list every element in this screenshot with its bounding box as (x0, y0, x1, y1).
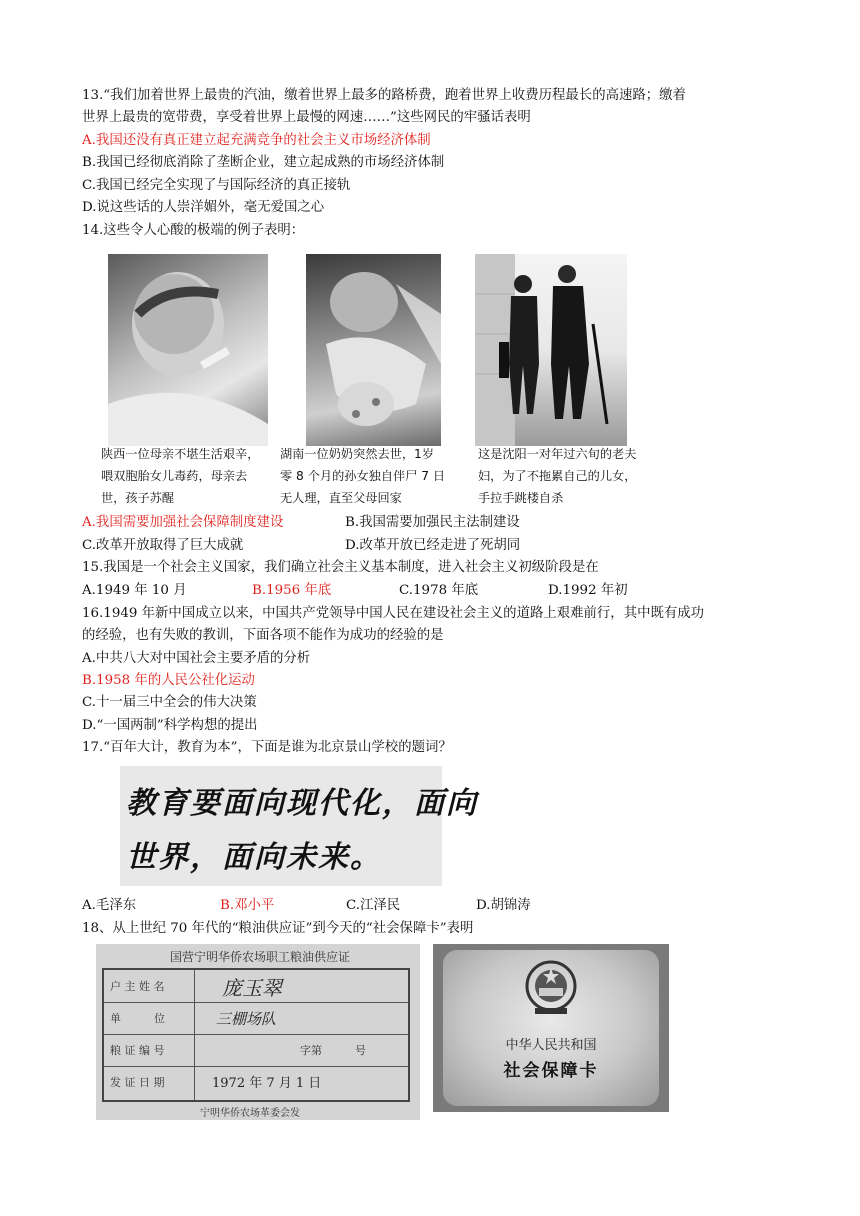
q15-option-b: B.1956 年底 (252, 583, 332, 598)
q16-option-d: D.“一国两制”科学构想的提出 (82, 718, 258, 733)
cert-value-name: 庞玉翠 (222, 976, 282, 1000)
q17-option-c: C.江泽民 (346, 898, 401, 913)
q16-option-a: A.中共八大对中国社会主要矛盾的分析 (82, 651, 311, 666)
photo1-caption (101, 443, 259, 509)
q14-option-b: B.我国需要加强民主法制建设 (345, 515, 520, 530)
card-face (443, 950, 659, 1106)
photo2-caption-line3: 无人理，直至父母回家 (280, 491, 402, 505)
q15-option-d: D.1992 年初 (548, 583, 628, 598)
q17-option-b: B.邓小平 (220, 898, 275, 913)
grain-oil-certificate-image (96, 944, 420, 1120)
q16-stem-line1: 16.1949 年新中国成立以来，中国共产党领导中国人民在建设社会主义的道路上艰难前行，其中既有成功 (82, 606, 705, 621)
cert-field-name: 户 主 姓 名 (110, 980, 165, 993)
photo1-caption-line2: 喂双胞胎女儿毒药，母亲去 (101, 469, 248, 483)
q14-stem: 14.这些令人心酸的极端的例子表明： (82, 223, 305, 238)
q15-option-a: A.1949 年 10 月 (82, 583, 187, 598)
photo2-caption-line1: 湖南一位奶奶突然去世，1岁 (280, 447, 435, 461)
photo2-caption-line2: 零 8 个月的孙女独自伴尸 7 日 (280, 469, 446, 483)
social-security-card-image (433, 944, 669, 1112)
photo1-caption-line1: 陕西一位母亲不堪生活艰辛， (101, 447, 260, 461)
q13-option-d: D.说这些话的人崇洋媚外，毫无爱国之心 (82, 200, 325, 215)
calligraphy-line1: 教育要面向现代化，面向 (126, 786, 478, 821)
photo2-caption (280, 443, 445, 509)
cert-value-date: 1972 年 7 月 1 日 (212, 1076, 322, 1091)
q16-option-b: B.1958 年的人民公社化运动 (82, 673, 255, 688)
photo3-caption-line3: 手拉手跳楼自杀 (478, 491, 564, 505)
cert-frame (102, 968, 410, 1102)
photo1-caption-line3: 世，孩子苏醒 (101, 491, 175, 505)
photo-elderly-couple (475, 254, 627, 446)
photo3-caption-line1: 这是沈阳一对年过六旬的老夫 (478, 447, 637, 461)
q17-option-d: D.胡锦涛 (476, 898, 531, 913)
q16-option-c: C.十一届三中全会的伟大决策 (82, 695, 257, 710)
q13-stem-line1: 13.“我们加着世界上最贵的汽油，缴着世界上最多的路桥费，跑着世界上收费历程最长的高速路；缴着 (82, 88, 686, 103)
q14-option-a: A.我国需要加强社会保障制度建设 (82, 515, 284, 530)
cert-field-date: 发 证 日 期 (110, 1076, 165, 1089)
photo3-caption (478, 443, 636, 509)
q18-stem: 18、从上世纪 70 年代的“粮油供应证”到今天的“社会保障卡”表明 (82, 921, 474, 936)
card-country: 中华人民共和国 (505, 1038, 597, 1053)
photo-grandmother-child (306, 254, 441, 446)
cert-value-unit: 三棚场队 (216, 1010, 277, 1028)
q14-option-d: D.改革开放已经走进了死胡同 (345, 538, 521, 553)
q16-stem-line2: 的经验，也有失败的教训，下面各项不能作为成功的经验的是 (82, 628, 444, 643)
q17-option-a: A.毛泽东 (82, 898, 137, 913)
q15-option-c: C.1978 年底 (399, 583, 479, 598)
q13-option-b: B.我国已经彻底消除了垄断企业，建立起成熟的市场经济体制 (82, 155, 445, 170)
cert-footer: 宁明华侨农场革委会发 (200, 1108, 300, 1119)
cert-field-unit: 单 位 (110, 1012, 165, 1025)
cert-field-number: 粮 证 编 号 (110, 1044, 165, 1057)
q13-stem-line2: 世界上最贵的宽带费，享受着世界上最慢的网速……”这些网民的牢骚话表明 (82, 110, 531, 125)
cert-ref: 字第 号 (300, 1044, 366, 1057)
calligraphy-line2: 世界，面向未来。 (126, 840, 382, 875)
photo3-caption-line2: 妇，为了不拖累自己的儿女， (478, 469, 637, 483)
calligraphy-image (120, 766, 478, 886)
q13-option-c: C.我国已经完全实现了与国际经济的真正接轨 (82, 178, 351, 193)
card-title: 社会保障卡 (503, 1061, 599, 1081)
q15-stem: 15.我国是一个社会主义国家，我们确立社会主义基本制度，进入社会主义初级阶段是在 (82, 560, 599, 575)
photo-hospital-child (108, 254, 268, 446)
national-emblem-icon (525, 958, 577, 1016)
q13-option-a: A.我国还没有真正建立起充满竞争的社会主义市场经济体制 (82, 133, 431, 148)
cert-title: 国营宁明华侨农场职工粮油供应证 (170, 950, 351, 964)
q14-option-c: C.改革开放取得了巨大成就 (82, 538, 244, 553)
q17-stem: 17.“百年大计，教育为本”，下面是谁为北京景山学校的题词？ (82, 740, 452, 755)
